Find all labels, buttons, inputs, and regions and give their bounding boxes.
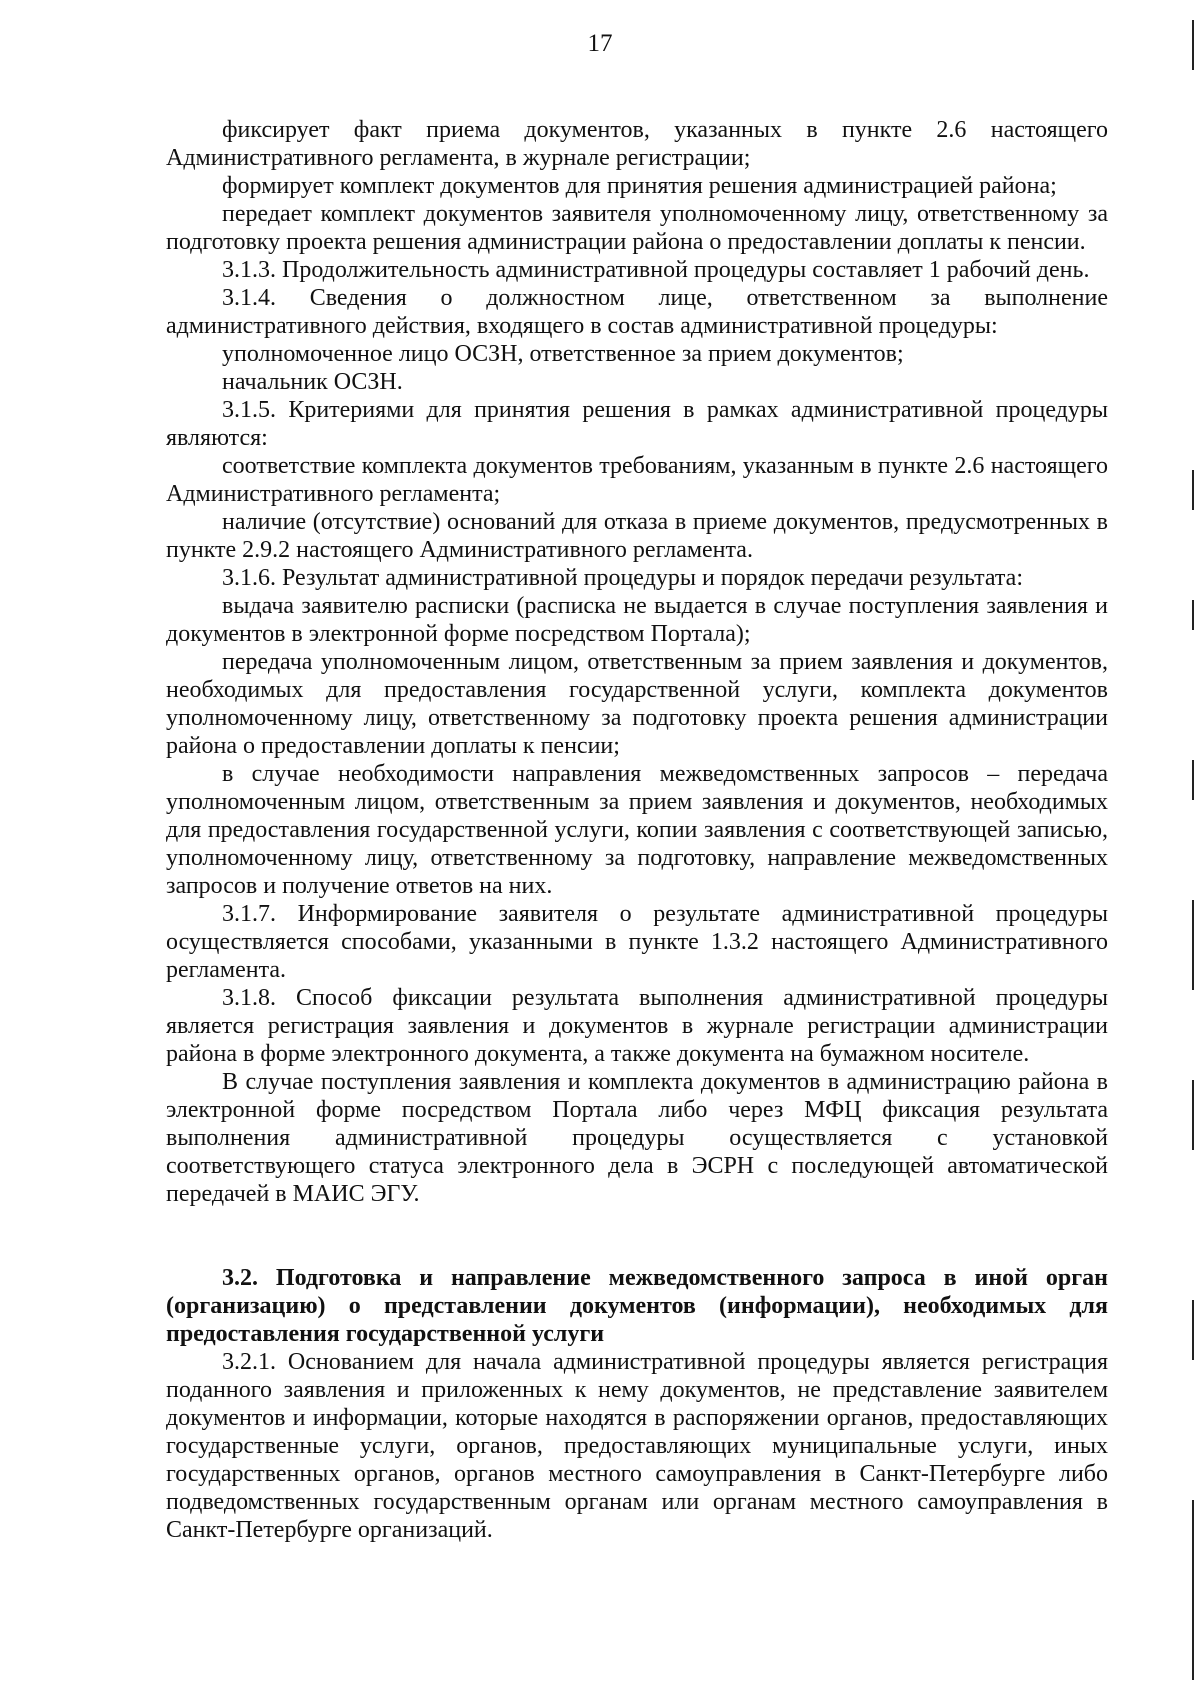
page-number: 17	[587, 30, 613, 57]
paragraph: передача уполномоченным лицом, ответственным за прием заявления и документов, необходимых для предоставления государственной услуги, комплекта документов уполномоченному лицу, ответственному за подготовку проекта решения администрации района о предоставлении доплаты к пенсии;	[166, 649, 1108, 759]
scan-edge-mark	[1192, 900, 1194, 990]
paragraph: 3.2.1. Основанием для начала административной процедуры является регистрация поданного заявления и приложенных к нему документов, не представление заявителем документов и информации, которые находятся в распоряжении органов, предоставляющих государственные услуги, органов, предоставляющих муниципальные услуги, иных государственных органов, органов местного самоуправления в Санкт-Петербурге либо подведомственных государственным органам или органам местного самоуправления в Санкт-Петербурге организаций.	[166, 1349, 1108, 1543]
scan-edge-mark	[1192, 600, 1194, 630]
scan-edge-mark	[1192, 20, 1194, 70]
paragraph: 3.1.4. Сведения о должностном лице, ответственном за выполнение административного действия, входящего в состав административной процедуры:	[166, 285, 1108, 339]
paragraph: 3.1.6. Результат административной процедуры и порядок передачи результата:	[222, 565, 1023, 591]
paragraph: в случае необходимости направления межведомственных запросов – передача уполномоченным лицом, ответственным за прием заявления и документов, необходимых для предоставления государственной услуги, копии заявления с соответствующей записью, уполномоченному лицу, ответственному за подготовку, направление межведомственных запросов и получение ответов на них.	[166, 761, 1108, 899]
scan-edge-mark	[1192, 1500, 1194, 1680]
paragraph: 3.1.8. Способ фиксации результата выполнения административной процедуры является регистрация заявления и документов в журнале регистрации администрации района в форме электронного документа, а также документа на бумажном носителе.	[166, 985, 1108, 1067]
paragraph: фиксирует факт приема документов, указанных в пункте 2.6 настоящего Административного регламента, в журнале регистрации;	[166, 117, 1108, 171]
paragraph: соответствие комплекта документов требованиям, указанным в пункте 2.6 настоящего Административного регламента;	[166, 453, 1108, 507]
scan-edge-mark	[1192, 760, 1194, 800]
scan-edge-mark	[1192, 470, 1194, 510]
paragraph: 3.1.5. Критериями для принятия решения в рамках административной процедуры являются:	[166, 397, 1108, 451]
document-body	[166, 116, 1108, 1544]
paragraph: В случае поступления заявления и комплекта документов в администрацию района в электронной форме посредством Портала либо через МФЦ фиксация результата выполнения административной процедуры осуществляется с установкой соответствующего статуса электронного дела в ЭСРН с последующей автоматической передачей в МАИС ЭГУ.	[166, 1069, 1108, 1207]
section-heading: 3.2. Подготовка и направление межведомственного запроса в иной орган (организацию) о представлении документов (информации), необходимых для предоставления государственной услуги	[166, 1265, 1108, 1347]
paragraph: 3.1.7. Информирование заявителя о результате административной процедуры осуществляется способами, указанными в пункте 1.3.2 настоящего Административного регламента.	[166, 901, 1108, 983]
scan-edge-mark	[1192, 1300, 1194, 1360]
paragraph: передает комплект документов заявителя уполномоченному лицу, ответственному за подготовку проекта решения администрации района о предоставлении доплаты к пенсии.	[166, 201, 1108, 255]
paragraph: начальник ОСЗН.	[222, 369, 403, 395]
paragraph: 3.1.3. Продолжительность административной процедуры составляет 1 рабочий день.	[222, 257, 1090, 283]
paragraph: выдача заявителю расписки (расписка не выдается в случае поступления заявления и документов в электронной форме посредством Портала);	[166, 593, 1108, 647]
paragraph: формирует комплект документов для принятия решения администрацией района;	[222, 173, 1057, 199]
paragraph: наличие (отсутствие) оснований для отказа в приеме документов, предусмотренных в пункте 2.9.2 настоящего Административного регламента.	[166, 509, 1108, 563]
paragraph: уполномоченное лицо ОСЗН, ответственное за прием документов;	[222, 341, 904, 367]
scan-edge-mark	[1192, 1080, 1194, 1150]
